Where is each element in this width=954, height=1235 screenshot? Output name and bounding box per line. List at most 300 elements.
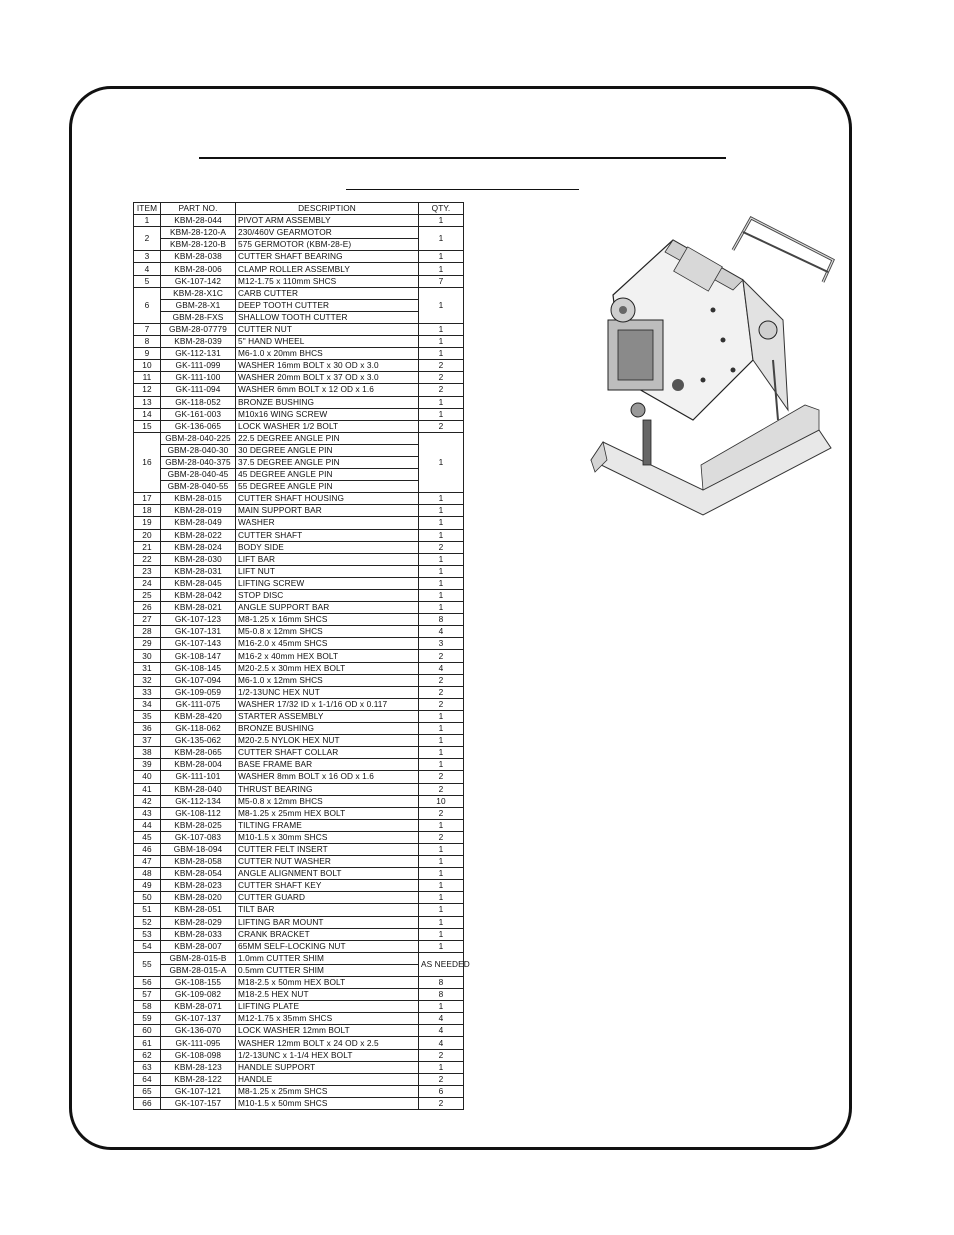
- part-description: CARB CUTTER: [236, 287, 419, 299]
- part-number: KBM-28-019: [161, 505, 236, 517]
- quantity: 1: [419, 868, 464, 880]
- part-description: HANDLE SUPPORT: [236, 1061, 419, 1073]
- quantity: 1: [419, 529, 464, 541]
- item-number: 41: [134, 783, 161, 795]
- part-description: M16-2.0 x 45mm SHCS: [236, 638, 419, 650]
- part-description: WASHER 16mm BOLT x 30 OD x 3.0: [236, 360, 419, 372]
- quantity: 2: [419, 698, 464, 710]
- part-number: KBM-28-044: [161, 215, 236, 227]
- quantity: 1: [419, 432, 464, 492]
- part-number: KBM-28-071: [161, 1001, 236, 1013]
- part-description: TILTING FRAME: [236, 819, 419, 831]
- quantity: 1: [419, 565, 464, 577]
- table-row: [134, 868, 464, 880]
- part-description: CLAMP ROLLER ASSEMBLY: [236, 263, 419, 275]
- table-row: [134, 880, 464, 892]
- part-description: CRANK BRACKET: [236, 928, 419, 940]
- part-number: GK-107-123: [161, 614, 236, 626]
- part-description: LOCK WASHER 1/2 BOLT: [236, 420, 419, 432]
- item-number: 45: [134, 831, 161, 843]
- item-number: 40: [134, 771, 161, 783]
- table-row: [134, 299, 464, 311]
- part-description: M6-1.0 x 20mm BHCS: [236, 348, 419, 360]
- item-number: 48: [134, 868, 161, 880]
- table-row: [134, 735, 464, 747]
- quantity: 4: [419, 1037, 464, 1049]
- item-number: 54: [134, 940, 161, 952]
- table-row: [134, 964, 464, 976]
- item-number: 14: [134, 408, 161, 420]
- part-number: KBM-28-123: [161, 1061, 236, 1073]
- part-number: KBM-28-420: [161, 710, 236, 722]
- table-row: [134, 577, 464, 589]
- table-row: [134, 759, 464, 771]
- part-description: CUTTER SHAFT KEY: [236, 880, 419, 892]
- quantity: 1: [419, 396, 464, 408]
- part-description: M20-2.5 NYLOK HEX NUT: [236, 735, 419, 747]
- item-number: 66: [134, 1097, 161, 1109]
- table-header-row: [134, 203, 464, 215]
- quantity: 1: [419, 505, 464, 517]
- part-number: GK-108-145: [161, 662, 236, 674]
- table-row: [134, 481, 464, 493]
- table-row: [134, 831, 464, 843]
- table-row: [134, 940, 464, 952]
- table-row: [134, 372, 464, 384]
- quantity: 1: [419, 856, 464, 868]
- part-description: PIVOT ARM ASSEMBLY: [236, 215, 419, 227]
- item-number: 23: [134, 565, 161, 577]
- table-row: [134, 710, 464, 722]
- item-number: 13: [134, 396, 161, 408]
- table-row: [134, 928, 464, 940]
- table-row: [134, 783, 464, 795]
- part-description: 1.0mm CUTTER SHIM: [236, 952, 419, 964]
- item-number: 11: [134, 372, 161, 384]
- part-description: CUTTER FELT INSERT: [236, 843, 419, 855]
- quantity: 1: [419, 493, 464, 505]
- part-description: LIFTING SCREW: [236, 577, 419, 589]
- item-number: 63: [134, 1061, 161, 1073]
- quantity: 2: [419, 650, 464, 662]
- item-number: 60: [134, 1025, 161, 1037]
- quantity: 2: [419, 372, 464, 384]
- quantity: 4: [419, 1025, 464, 1037]
- part-number: GK-107-094: [161, 674, 236, 686]
- table-row: [134, 638, 464, 650]
- quantity: 2: [419, 1073, 464, 1085]
- table-row: [134, 517, 464, 529]
- part-number: KBM-28-015: [161, 493, 236, 505]
- part-number: GK-107-083: [161, 831, 236, 843]
- item-number: 52: [134, 916, 161, 928]
- table-row: [134, 723, 464, 735]
- part-number: GBM-18-094: [161, 843, 236, 855]
- part-description: STOP DISC: [236, 590, 419, 602]
- part-number: KBM-28-120-A: [161, 227, 236, 239]
- quantity: 1: [419, 940, 464, 952]
- table-row: [134, 1085, 464, 1097]
- part-description: BODY SIDE: [236, 541, 419, 553]
- quantity: 1: [419, 517, 464, 529]
- item-number: 62: [134, 1049, 161, 1061]
- part-description: M8-1.25 x 16mm SHCS: [236, 614, 419, 626]
- part-description: MAIN SUPPORT BAR: [236, 505, 419, 517]
- part-number: GK-107-121: [161, 1085, 236, 1097]
- quantity: 1: [419, 1061, 464, 1073]
- part-description: M10-1.5 x 30mm SHCS: [236, 831, 419, 843]
- part-number: KBM-28-033: [161, 928, 236, 940]
- part-number: KBM-28-065: [161, 747, 236, 759]
- item-number: 16: [134, 432, 161, 492]
- part-number: GK-112-131: [161, 348, 236, 360]
- quantity: 1: [419, 251, 464, 263]
- quantity: 1: [419, 1001, 464, 1013]
- table-row: [134, 977, 464, 989]
- part-number: GK-107-142: [161, 275, 236, 287]
- part-number: GBM-28-040-45: [161, 469, 236, 481]
- part-description: THRUST BEARING: [236, 783, 419, 795]
- table-row: [134, 1013, 464, 1025]
- item-number: 29: [134, 638, 161, 650]
- table-row: [134, 1097, 464, 1109]
- table-row: [134, 505, 464, 517]
- item-number: 38: [134, 747, 161, 759]
- item-number: 25: [134, 590, 161, 602]
- item-number: 50: [134, 892, 161, 904]
- part-number: KBM-28-049: [161, 517, 236, 529]
- table-row: [134, 287, 464, 299]
- table-row: [134, 251, 464, 263]
- quantity: 1: [419, 710, 464, 722]
- quantity: 2: [419, 384, 464, 396]
- item-number: 58: [134, 1001, 161, 1013]
- header-description: DESCRIPTION: [236, 203, 419, 215]
- item-number: 47: [134, 856, 161, 868]
- part-number: GK-111-075: [161, 698, 236, 710]
- item-number: 22: [134, 553, 161, 565]
- table-row: [134, 384, 464, 396]
- item-number: 55: [134, 952, 161, 976]
- quantity: 2: [419, 771, 464, 783]
- part-description: 55 DEGREE ANGLE PIN: [236, 481, 419, 493]
- item-number: 51: [134, 904, 161, 916]
- table-row: [134, 614, 464, 626]
- part-description: LIFTING BAR MOUNT: [236, 916, 419, 928]
- part-number: GK-109-059: [161, 686, 236, 698]
- item-number: 12: [134, 384, 161, 396]
- table-row: [134, 1061, 464, 1073]
- table-row: [134, 916, 464, 928]
- part-description: HANDLE: [236, 1073, 419, 1085]
- table-row: [134, 892, 464, 904]
- part-description: BASE FRAME BAR: [236, 759, 419, 771]
- part-description: M6-1.0 x 12mm SHCS: [236, 674, 419, 686]
- table-row: [134, 843, 464, 855]
- part-description: 22.5 DEGREE ANGLE PIN: [236, 432, 419, 444]
- quantity: 1: [419, 819, 464, 831]
- part-number: KBM-28-020: [161, 892, 236, 904]
- part-number: GBM-28-015-B: [161, 952, 236, 964]
- part-number: GBM-28-X1: [161, 299, 236, 311]
- item-number: 6: [134, 287, 161, 323]
- part-description: 65MM SELF-LOCKING NUT: [236, 940, 419, 952]
- part-description: WASHER 17/32 ID x 1-1/16 OD x 0.117: [236, 698, 419, 710]
- quantity: 2: [419, 1097, 464, 1109]
- quantity: 1: [419, 735, 464, 747]
- quantity: 2: [419, 360, 464, 372]
- table-row: [134, 348, 464, 360]
- part-description: M10x16 WING SCREW: [236, 408, 419, 420]
- part-description: M8-1.25 x 25mm SHCS: [236, 1085, 419, 1097]
- item-number: 39: [134, 759, 161, 771]
- quantity: 1: [419, 263, 464, 275]
- part-description: CUTTER SHAFT: [236, 529, 419, 541]
- part-description: TILT BAR: [236, 904, 419, 916]
- part-description: LOCK WASHER 12mm BOLT: [236, 1025, 419, 1037]
- part-number: GK-111-100: [161, 372, 236, 384]
- part-description: M12-1.75 x 110mm SHCS: [236, 275, 419, 287]
- item-number: 27: [134, 614, 161, 626]
- table-row: [134, 1001, 464, 1013]
- quantity: 1: [419, 590, 464, 602]
- quantity: 1: [419, 747, 464, 759]
- part-number: GK-135-062: [161, 735, 236, 747]
- table-row: [134, 590, 464, 602]
- part-number: KBM-28-039: [161, 336, 236, 348]
- part-description: 0.5mm CUTTER SHIM: [236, 964, 419, 976]
- part-description: M18-2.5 x 50mm HEX BOLT: [236, 977, 419, 989]
- parts-list-table: [133, 202, 470, 1110]
- table-row: [134, 227, 464, 239]
- part-description: 5" HAND WHEEL: [236, 336, 419, 348]
- item-number: 31: [134, 662, 161, 674]
- part-number: GK-108-147: [161, 650, 236, 662]
- item-number: 61: [134, 1037, 161, 1049]
- part-number: GBM-28-040-30: [161, 444, 236, 456]
- item-number: 10: [134, 360, 161, 372]
- part-description: CUTTER SHAFT HOUSING: [236, 493, 419, 505]
- item-number: 17: [134, 493, 161, 505]
- quantity: 8: [419, 614, 464, 626]
- item-number: 42: [134, 795, 161, 807]
- table-row: [134, 819, 464, 831]
- item-number: 1: [134, 215, 161, 227]
- part-number: KBM-28-023: [161, 880, 236, 892]
- item-number: 24: [134, 577, 161, 589]
- item-number: 57: [134, 989, 161, 1001]
- quantity: 1: [419, 843, 464, 855]
- table-row: [134, 856, 464, 868]
- quantity: 1: [419, 348, 464, 360]
- quantity: 8: [419, 989, 464, 1001]
- table-row: [134, 360, 464, 372]
- item-number: 56: [134, 977, 161, 989]
- quantity: 2: [419, 420, 464, 432]
- subtitle-rule: [346, 189, 579, 190]
- part-description: WASHER 20mm BOLT x 37 OD x 3.0: [236, 372, 419, 384]
- part-description: 230/460V GEARMOTOR: [236, 227, 419, 239]
- quantity: 4: [419, 1013, 464, 1025]
- table-row: [134, 275, 464, 287]
- part-description: LIFTING PLATE: [236, 1001, 419, 1013]
- part-number: KBM-28-045: [161, 577, 236, 589]
- machine-illustration: [583, 210, 843, 525]
- table-row: [134, 311, 464, 323]
- part-description: M5-0.8 x 12mm SHCS: [236, 626, 419, 638]
- part-description: CUTTER NUT: [236, 323, 419, 335]
- table-row: [134, 795, 464, 807]
- part-description: WASHER 12mm BOLT x 24 OD x 2.5: [236, 1037, 419, 1049]
- part-number: KBM-28-022: [161, 529, 236, 541]
- part-number: GK-118-052: [161, 396, 236, 408]
- table-row: [134, 626, 464, 638]
- item-number: 44: [134, 819, 161, 831]
- part-number: GK-107-143: [161, 638, 236, 650]
- part-description: WASHER: [236, 517, 419, 529]
- part-number: GK-136-070: [161, 1025, 236, 1037]
- item-number: 18: [134, 505, 161, 517]
- part-number: KBM-28-038: [161, 251, 236, 263]
- part-number: GK-108-155: [161, 977, 236, 989]
- table-row: [134, 1025, 464, 1037]
- part-number: GK-111-095: [161, 1037, 236, 1049]
- quantity: 2: [419, 686, 464, 698]
- table-row: [134, 747, 464, 759]
- part-description: M16-2 x 40mm HEX BOLT: [236, 650, 419, 662]
- quantity: 1: [419, 904, 464, 916]
- part-number: GBM-28-040-55: [161, 481, 236, 493]
- quantity: 1: [419, 916, 464, 928]
- table-row: [134, 323, 464, 335]
- part-number: KBM-28-024: [161, 541, 236, 553]
- part-description: 30 DEGREE ANGLE PIN: [236, 444, 419, 456]
- quantity: 8: [419, 977, 464, 989]
- table-row: [134, 336, 464, 348]
- header-part-no: PART NO.: [161, 203, 236, 215]
- table-row: [134, 662, 464, 674]
- quantity: 1: [419, 602, 464, 614]
- item-number: 7: [134, 323, 161, 335]
- part-number: KBM-28-040: [161, 783, 236, 795]
- quantity: 1: [419, 723, 464, 735]
- quantity: 2: [419, 831, 464, 843]
- part-number: GK-111-094: [161, 384, 236, 396]
- part-description: M8-1.25 x 25mm HEX BOLT: [236, 807, 419, 819]
- part-number: KBM-28-030: [161, 553, 236, 565]
- item-number: 20: [134, 529, 161, 541]
- table-row: [134, 1073, 464, 1085]
- part-description: STARTER ASSEMBLY: [236, 710, 419, 722]
- title-rule: [199, 157, 726, 159]
- table-row: [134, 1037, 464, 1049]
- part-description: WASHER 8mm BOLT x 16 OD x 1.6: [236, 771, 419, 783]
- table-row: [134, 408, 464, 420]
- part-description: 575 GERMOTOR (KBM-28-E): [236, 239, 419, 251]
- part-description: M10-1.5 x 50mm SHCS: [236, 1097, 419, 1109]
- part-description: M5-0.8 x 12mm BHCS: [236, 795, 419, 807]
- part-description: DEEP TOOTH CUTTER: [236, 299, 419, 311]
- item-number: 46: [134, 843, 161, 855]
- part-description: CUTTER SHAFT COLLAR: [236, 747, 419, 759]
- item-number: 43: [134, 807, 161, 819]
- part-number: GK-108-112: [161, 807, 236, 819]
- table-row: [134, 686, 464, 698]
- part-number: GK-107-131: [161, 626, 236, 638]
- table-row: [134, 444, 464, 456]
- header-qty: QTY.: [419, 203, 464, 215]
- quantity: 1: [419, 928, 464, 940]
- part-number: KBM-28-025: [161, 819, 236, 831]
- part-number: GK-136-065: [161, 420, 236, 432]
- part-number: KBM-28-031: [161, 565, 236, 577]
- table-row: [134, 239, 464, 251]
- part-description: LIFT BAR: [236, 553, 419, 565]
- part-description: CUTTER NUT WASHER: [236, 856, 419, 868]
- item-number: 33: [134, 686, 161, 698]
- table-row: [134, 989, 464, 1001]
- part-description: CUTTER SHAFT BEARING: [236, 251, 419, 263]
- quantity: 2: [419, 807, 464, 819]
- table-row: [134, 541, 464, 553]
- part-number: GK-112-134: [161, 795, 236, 807]
- part-description: 45 DEGREE ANGLE PIN: [236, 469, 419, 481]
- part-number: GK-111-101: [161, 771, 236, 783]
- quantity: 7: [419, 275, 464, 287]
- table-row: [134, 565, 464, 577]
- quantity: AS NEEDED: [419, 952, 464, 976]
- part-number: KBM-28-004: [161, 759, 236, 771]
- part-description: LIFT NUT: [236, 565, 419, 577]
- part-number: GBM-28-040-375: [161, 456, 236, 468]
- quantity: 2: [419, 783, 464, 795]
- part-number: GK-111-099: [161, 360, 236, 372]
- quantity: 1: [419, 287, 464, 323]
- item-number: 26: [134, 602, 161, 614]
- item-number: 5: [134, 275, 161, 287]
- table-row: [134, 493, 464, 505]
- quantity: 2: [419, 541, 464, 553]
- item-number: 64: [134, 1073, 161, 1085]
- table-row: [134, 771, 464, 783]
- quantity: 1: [419, 408, 464, 420]
- part-description: BRONZE BUSHING: [236, 723, 419, 735]
- part-description: BRONZE BUSHING: [236, 396, 419, 408]
- table-row: [134, 1049, 464, 1061]
- part-description: M12-1.75 x 35mm SHCS: [236, 1013, 419, 1025]
- quantity: 1: [419, 336, 464, 348]
- quantity: 1: [419, 553, 464, 565]
- part-description: M20-2.5 x 30mm HEX BOLT: [236, 662, 419, 674]
- table-row: [134, 432, 464, 444]
- item-number: 35: [134, 710, 161, 722]
- quantity: 1: [419, 323, 464, 335]
- table-row: [134, 469, 464, 481]
- quantity: 2: [419, 674, 464, 686]
- part-number: KBM-28-X1C: [161, 287, 236, 299]
- part-number: GK-161-003: [161, 408, 236, 420]
- quantity: 1: [419, 227, 464, 251]
- part-number: GBM-28-040-225: [161, 432, 236, 444]
- item-number: 34: [134, 698, 161, 710]
- part-number: KBM-28-054: [161, 868, 236, 880]
- table-row: [134, 602, 464, 614]
- item-number: 30: [134, 650, 161, 662]
- part-number: KBM-28-051: [161, 904, 236, 916]
- part-number: KBM-28-029: [161, 916, 236, 928]
- item-number: 19: [134, 517, 161, 529]
- part-description: ANGLE SUPPORT BAR: [236, 602, 419, 614]
